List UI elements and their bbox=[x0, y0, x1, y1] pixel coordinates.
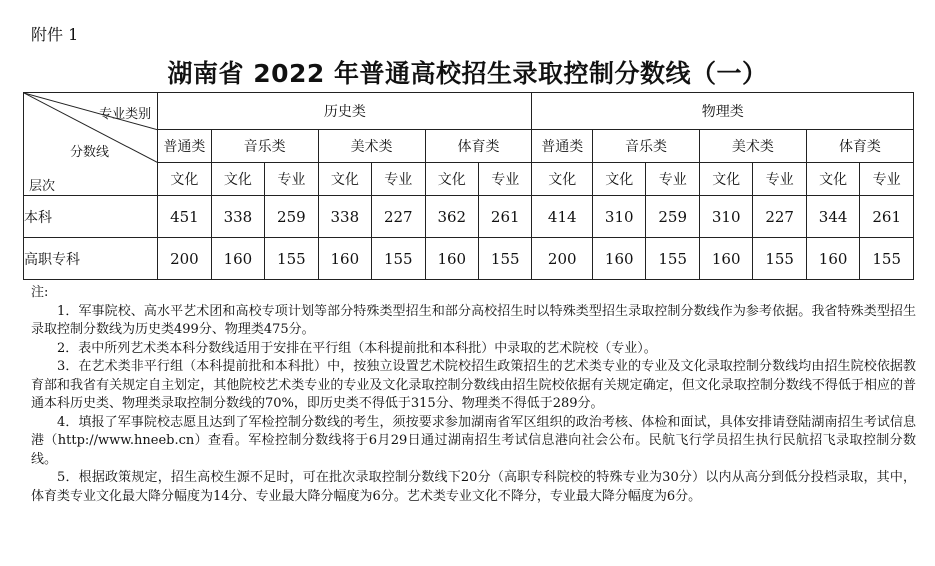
sub-header-general: 普通类 bbox=[158, 130, 211, 163]
col-header-culture: 文化 bbox=[532, 163, 593, 196]
score-cell: 227 bbox=[372, 196, 425, 238]
header-category-label: 专业类别 bbox=[99, 107, 152, 122]
score-cell: 338 bbox=[211, 196, 264, 238]
sub-header-general: 普通类 bbox=[532, 130, 593, 163]
note-item: 1．军事院校、高水平艺术团和高校专项计划等部分特殊类型招生和部分高校招生时以特殊类型招生录取控制分数线作为参考依据。我省特殊类型招生录取控制分数线为历史类499分、物理类475分。 bbox=[31, 303, 916, 337]
sub-header-music: 音乐类 bbox=[593, 130, 700, 163]
page-title: 湖南省 2022 年普通高校招生录取控制分数线（一） bbox=[167, 59, 768, 88]
sub-header-sports: 体育类 bbox=[806, 130, 913, 163]
header-level-label: 层次 bbox=[29, 179, 56, 194]
score-cell: 451 bbox=[158, 196, 211, 238]
group-header-physics: 物理类 bbox=[532, 93, 914, 130]
note-item: 5．根据政策规定，招生高校生源不足时，可在批次录取控制分数线下20分（高职专科院校的特殊专业为30分）以内从高分到低分投档录取，其中，体育类专业文化最大降分幅度为14分、专业最大降分幅度为6分。艺术类专业文化不降分，专业最大降分幅度为6分。 bbox=[31, 470, 916, 504]
col-header-culture: 文化 bbox=[806, 163, 859, 196]
col-header-culture: 文化 bbox=[211, 163, 264, 196]
score-cell: 155 bbox=[753, 238, 806, 280]
attachment-label: 附件 1 bbox=[31, 25, 79, 44]
col-header-major: 专业 bbox=[479, 163, 532, 196]
score-cell: 160 bbox=[699, 238, 752, 280]
score-cell: 155 bbox=[860, 238, 914, 280]
sub-header-art: 美术类 bbox=[318, 130, 425, 163]
col-header-culture: 文化 bbox=[593, 163, 646, 196]
diagonal-header-cell bbox=[24, 93, 158, 196]
score-cell: 155 bbox=[372, 238, 425, 280]
score-cell: 261 bbox=[860, 196, 914, 238]
sub-header-sports: 体育类 bbox=[425, 130, 532, 163]
col-header-major: 专业 bbox=[753, 163, 806, 196]
score-cell: 200 bbox=[158, 238, 211, 280]
row-level-label: 高职专科 bbox=[24, 238, 158, 280]
col-header-culture: 文化 bbox=[158, 163, 211, 196]
score-cell: 338 bbox=[318, 196, 371, 238]
col-header-major: 专业 bbox=[860, 163, 914, 196]
header-score-label: 分数线 bbox=[70, 145, 110, 160]
note-item: 4．填报了军事院校志愿且达到了军检控制分数线的考生，须按要求参加湖南省军区组织的政治考核、体检和面试，具体安排请登陆湖南招生考试信息港（http://www.hneeb.cn）查看。军检控制分数线将于6月29日通过湖南招生考试信息港向社会公布。民航飞行学员招生执行民航招飞录取控制分数线。 bbox=[31, 414, 916, 467]
notes-label: 注: bbox=[31, 285, 49, 300]
note-item: 2．表中所列艺术类本科分数线适用于安排在平行组（本科提前批和本科批）中录取的艺术院校（专业）。 bbox=[57, 340, 657, 356]
score-cell: 261 bbox=[479, 196, 532, 238]
score-cell: 200 bbox=[532, 238, 593, 280]
col-header-culture: 文化 bbox=[318, 163, 371, 196]
score-table bbox=[23, 92, 914, 280]
score-cell: 227 bbox=[753, 196, 806, 238]
col-header-culture: 文化 bbox=[699, 163, 752, 196]
col-header-major: 专业 bbox=[646, 163, 699, 196]
score-cell: 160 bbox=[806, 238, 859, 280]
score-cell: 310 bbox=[593, 196, 646, 238]
score-cell: 259 bbox=[265, 196, 318, 238]
notes-section bbox=[31, 284, 916, 506]
note-item: 3．在艺术类非平行组（本科提前批和本科批）中，按独立设置艺术院校招生政策招生的艺术类专业的专业及文化录取控制分数线均由招生院校依据教育部和我省有关规定自主划定，其他院校艺术类专业的专业及文化录取控制分数线由招生院校依据有关规定确定，但文化录取控制分数线不得低于相应的普通本科历史类、物理类录取控制分数线的70%，即历史类不得低于315分、物理类不得低于289分。 bbox=[31, 359, 916, 411]
sub-header-music: 音乐类 bbox=[211, 130, 318, 163]
table-row-undergraduate bbox=[24, 196, 914, 238]
table-row-vocational bbox=[24, 238, 914, 280]
score-cell: 160 bbox=[425, 238, 478, 280]
score-cell: 344 bbox=[806, 196, 859, 238]
col-header-culture: 文化 bbox=[425, 163, 478, 196]
score-cell: 310 bbox=[699, 196, 752, 238]
score-cell: 259 bbox=[646, 196, 699, 238]
group-header-history: 历史类 bbox=[158, 93, 532, 130]
col-header-major: 专业 bbox=[265, 163, 318, 196]
score-cell: 160 bbox=[211, 238, 264, 280]
score-cell: 414 bbox=[532, 196, 593, 238]
score-cell: 155 bbox=[265, 238, 318, 280]
score-cell: 160 bbox=[318, 238, 371, 280]
score-cell: 155 bbox=[479, 238, 532, 280]
sub-header-art: 美术类 bbox=[699, 130, 806, 163]
score-cell: 160 bbox=[593, 238, 646, 280]
score-cell: 362 bbox=[425, 196, 478, 238]
score-cell: 155 bbox=[646, 238, 699, 280]
col-header-major: 专业 bbox=[372, 163, 425, 196]
row-level-label: 本科 bbox=[24, 196, 158, 238]
